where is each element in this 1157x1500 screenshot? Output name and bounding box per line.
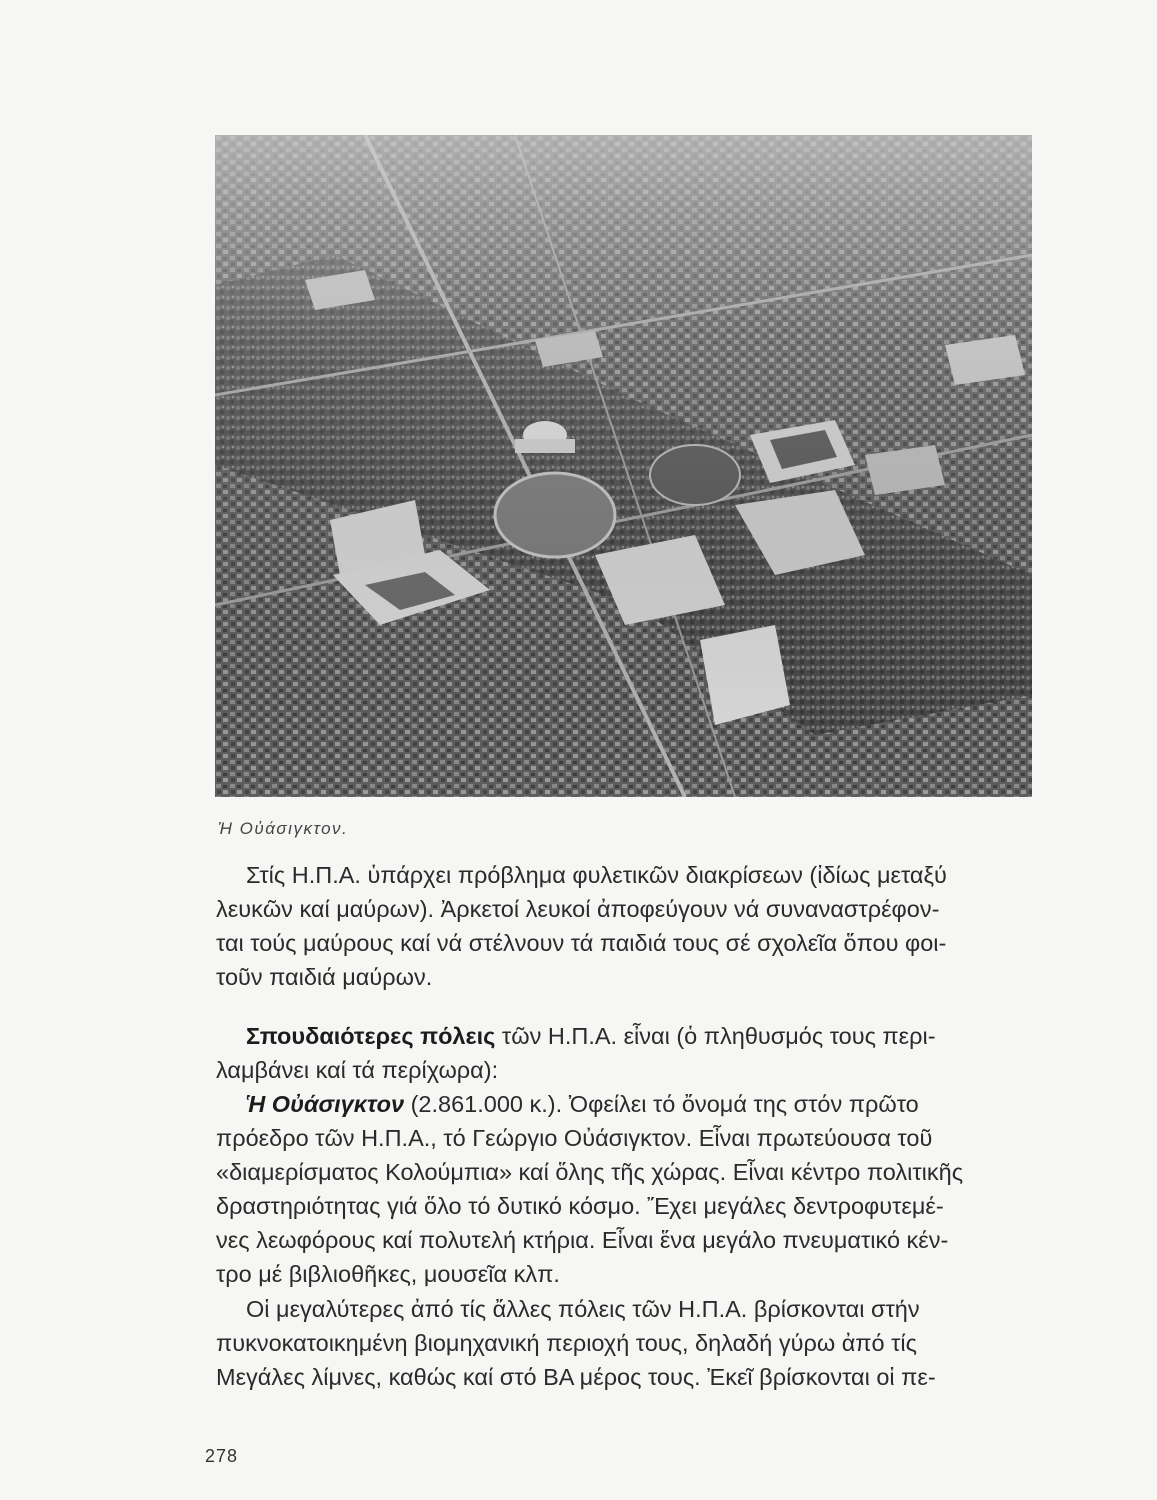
bold-heading-important-cities: Σπουδαιότερες πόλεις	[246, 1023, 496, 1049]
text-run: (2.861.000 κ.). Ὀφείλει τό ὄνομά της στόν πρῶτο	[404, 1091, 919, 1117]
text-line: δραστηριότητας γιά ὅλο τό δυτικό κόσμο. Ἔχει μεγάλες δεντροφυτεμέ-	[216, 1193, 944, 1219]
text-line: Οἱ μεγαλύτερες ἀπό τίς ἄλλες πόλεις τῶν Η.Π.Α. βρίσκονται στήν	[246, 1296, 920, 1322]
paragraph-washington	[216, 1087, 1048, 1291]
text-line: τρο μέ βιβλιοθῆκες, μουσεῖα κλπ.	[216, 1261, 560, 1287]
aerial-photo-drawing	[215, 135, 1032, 797]
text-line: Στίς Η.Π.Α. ὑπάρχει πρόβλημα φυλετικῶν διακρίσεων (ἰδίως μεταξύ	[246, 862, 947, 888]
text-line	[216, 1019, 1048, 1053]
text-line: ται τούς μαύρους καί νά στέλνουν τά παιδιά τους σέ σχολεῖα ὅπου φοι-	[216, 930, 947, 956]
aerial-photo-washington	[215, 135, 1032, 797]
text-line: τοῦν παιδιά μαύρων.	[216, 964, 433, 990]
paragraph-racial-discrimination	[216, 858, 1048, 994]
paragraph-major-cities	[216, 1019, 1048, 1087]
text-line: Μεγάλες λίμνες, καθώς καί στό ΒΑ μέρος τους. Ἐκεῖ βρίσκονται οἱ πε-	[216, 1364, 936, 1390]
paragraph-other-cities	[216, 1292, 1048, 1394]
text-line: λευκῶν καί μαύρων). Ἀρκετοί λευκοί ἀποφεύγουν νά συναναστρέφον-	[216, 896, 940, 922]
text-line: «διαμερίσματος Κολούμπια» καί ὅλης τῆς χώρας. Εἶναι κέντρο πολιτικῆς	[216, 1159, 964, 1185]
photo-caption: Ἡ Οὐάσιγκτον.	[218, 819, 349, 838]
text-line: πυκνοκατοικημένη βιομηχανική περιοχή τους, δηλαδή γύρω ἀπό τίς	[216, 1330, 917, 1356]
bold-heading-washington: Ἡ Οὐάσιγκτον	[246, 1091, 405, 1117]
page-number: 278	[205, 1446, 239, 1466]
text-line: λαμβάνει καί τά περίχωρα):	[216, 1057, 499, 1083]
text-line: πρόεδρο τῶν Η.Π.Α., τό Γεώργιο Οὐάσιγκτον. Εἶναι πρωτεύουσα τοῦ	[216, 1125, 933, 1151]
text-line	[216, 1087, 1048, 1121]
text-line: νες λεωφόρους καί πολυτελή κτήρια. Εἶναι ἕνα μεγάλο πνευματικό κέν-	[216, 1227, 949, 1253]
text-run: τῶν Η.Π.Α. εἶναι (ὁ πληθυσμός τους περι-	[495, 1023, 936, 1049]
